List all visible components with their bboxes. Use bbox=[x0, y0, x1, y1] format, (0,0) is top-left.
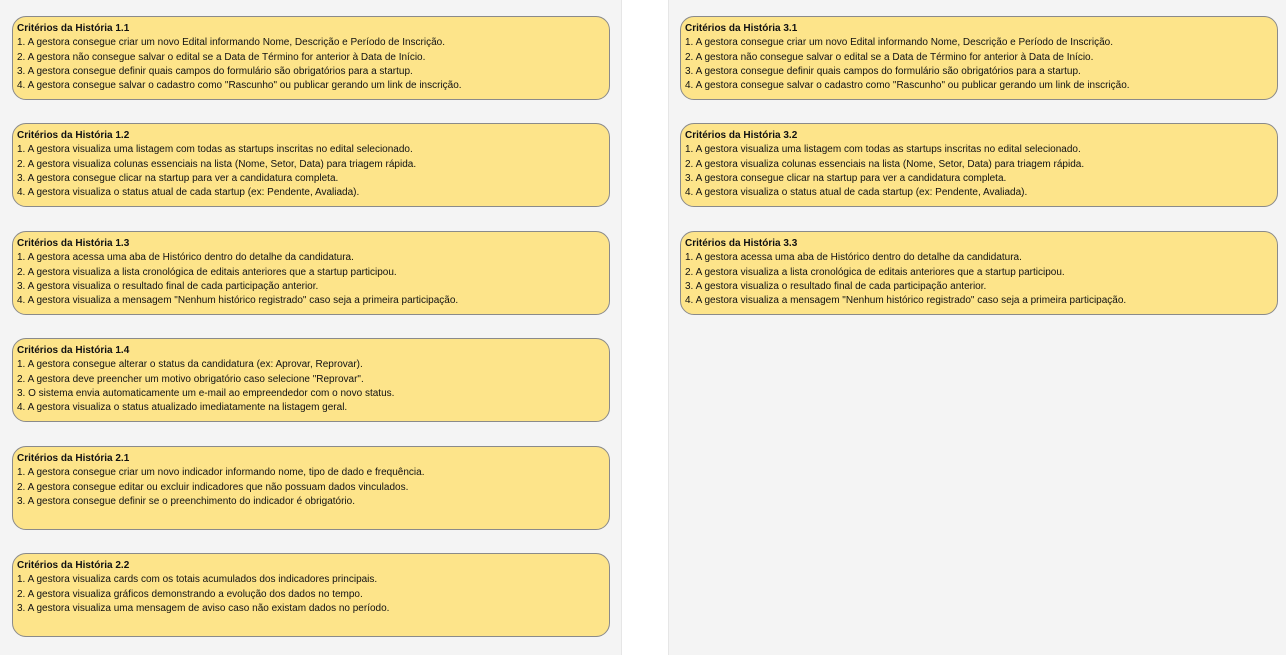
criteria-item: 1. A gestora consegue alterar o status da candidatura (ex: Aprovar, Reprovar). bbox=[17, 359, 363, 371]
criteria-item: 2. A gestora visualiza colunas essenciais na lista (Nome, Setor, Data) para triagem rápida. bbox=[685, 158, 1085, 170]
card-title: Critérios da História 3.1 bbox=[685, 23, 798, 34]
criteria-item: 1. A gestora visualiza uma listagem com todas as startups inscritas no edital selecionado. bbox=[17, 144, 413, 156]
criteria-card-1-2[interactable] bbox=[12, 123, 610, 207]
criteria-item: 1. A gestora acessa uma aba de Histórico dentro do detalhe da candidatura. bbox=[17, 252, 354, 264]
criteria-item: 4. A gestora visualiza o status atual de cada startup (ex: Pendente, Avaliada). bbox=[17, 187, 360, 199]
criteria-item: 4. A gestora visualiza o status atualizado imediatamente na listagem geral. bbox=[17, 402, 348, 414]
criteria-item: 3. A gestora consegue clicar na startup para ver a candidatura completa. bbox=[17, 172, 339, 184]
card-title: Critérios da História 1.4 bbox=[17, 345, 130, 356]
criteria-card-3-3[interactable] bbox=[680, 231, 1278, 315]
criteria-item: 4. A gestora consegue salvar o cadastro como "Rascunho" ou publicar gerando um link de inscrição. bbox=[17, 80, 462, 92]
criteria-card-2-1[interactable] bbox=[12, 446, 610, 530]
criteria-item: 4. A gestora consegue salvar o cadastro como "Rascunho" ou publicar gerando um link de inscrição. bbox=[685, 80, 1130, 92]
criteria-item: 3. A gestora visualiza uma mensagem de aviso caso não existam dados no período. bbox=[17, 602, 390, 614]
card-title: Critérios da História 2.1 bbox=[17, 453, 130, 464]
card-title: Critérios da História 1.3 bbox=[17, 238, 130, 249]
criteria-item: 1. A gestora consegue criar um novo Edital informando Nome, Descrição e Período de Inscrição. bbox=[17, 37, 446, 49]
criteria-item: 1. A gestora visualiza uma listagem com todas as startups inscritas no edital selecionado. bbox=[685, 144, 1081, 156]
card-title: Critérios da História 2.2 bbox=[17, 560, 130, 571]
criteria-item: 2. A gestora visualiza a lista cronológica de editais anteriores que a startup participou. bbox=[685, 266, 1065, 278]
card-title: Critérios da História 1.1 bbox=[17, 23, 130, 34]
criteria-item: 2. A gestora não consegue salvar o edital se a Data de Término for anterior à Data de Início. bbox=[17, 51, 426, 63]
criteria-card-1-3[interactable] bbox=[12, 231, 610, 315]
criteria-item: 2. A gestora visualiza colunas essenciais na lista (Nome, Setor, Data) para triagem rápida. bbox=[17, 158, 417, 170]
criteria-item: 3. A gestora consegue definir quais campos do formulário são obrigatórios para a startup. bbox=[17, 65, 413, 77]
card-title: Critérios da História 1.2 bbox=[17, 130, 130, 141]
criteria-item: 4. A gestora visualiza a mensagem "Nenhum histórico registrado" caso seja a primeira participação. bbox=[17, 295, 459, 307]
criteria-item: 2. A gestora consegue editar ou excluir indicadores que não possuam dados vinculados. bbox=[17, 481, 409, 493]
criteria-item: 3. A gestora consegue definir quais campos do formulário são obrigatórios para a startup. bbox=[685, 65, 1081, 77]
criteria-item: 3. A gestora visualiza o resultado final de cada participação anterior. bbox=[17, 280, 319, 292]
criteria-card-1-1[interactable] bbox=[12, 16, 610, 100]
criteria-item: 2. A gestora não consegue salvar o edital se a Data de Término for anterior à Data de Início. bbox=[685, 51, 1094, 63]
criteria-item: 3. A gestora consegue clicar na startup para ver a candidatura completa. bbox=[685, 172, 1007, 184]
criteria-card-3-1[interactable] bbox=[680, 16, 1278, 100]
criteria-item: 2. A gestora deve preencher um motivo obrigatório caso selecione "Reprovar". bbox=[17, 373, 364, 385]
criteria-item: 1. A gestora consegue criar um novo Edital informando Nome, Descrição e Período de Inscrição. bbox=[685, 37, 1114, 49]
criteria-item: 4. A gestora visualiza o status atual de cada startup (ex: Pendente, Avaliada). bbox=[685, 187, 1028, 199]
criteria-item: 3. O sistema envia automaticamente um e-mail ao empreendedor com o novo status. bbox=[17, 387, 395, 399]
criteria-item: 2. A gestora visualiza gráficos demonstrando a evolução dos dados no tempo. bbox=[17, 588, 363, 600]
card-title: Critérios da História 3.2 bbox=[685, 130, 798, 141]
criteria-item: 1. A gestora consegue criar um novo indicador informando nome, tipo de dado e frequência. bbox=[17, 467, 425, 479]
criteria-card-3-2[interactable] bbox=[680, 123, 1278, 207]
card-title: Critérios da História 3.3 bbox=[685, 238, 798, 249]
criteria-item: 2. A gestora visualiza a lista cronológica de editais anteriores que a startup participou. bbox=[17, 266, 397, 278]
criteria-card-2-2[interactable] bbox=[12, 553, 610, 637]
criteria-card-1-4[interactable] bbox=[12, 338, 610, 422]
criteria-item: 3. A gestora consegue definir se o preenchimento do indicador é obrigatório. bbox=[17, 495, 355, 507]
criteria-item: 3. A gestora visualiza o resultado final de cada participação anterior. bbox=[685, 280, 987, 292]
criteria-item: 4. A gestora visualiza a mensagem "Nenhum histórico registrado" caso seja a primeira participação. bbox=[685, 295, 1127, 307]
criteria-item: 1. A gestora acessa uma aba de Histórico dentro do detalhe da candidatura. bbox=[685, 252, 1022, 264]
criteria-item: 1. A gestora visualiza cards com os totais acumulados dos indicadores principais. bbox=[17, 574, 378, 586]
